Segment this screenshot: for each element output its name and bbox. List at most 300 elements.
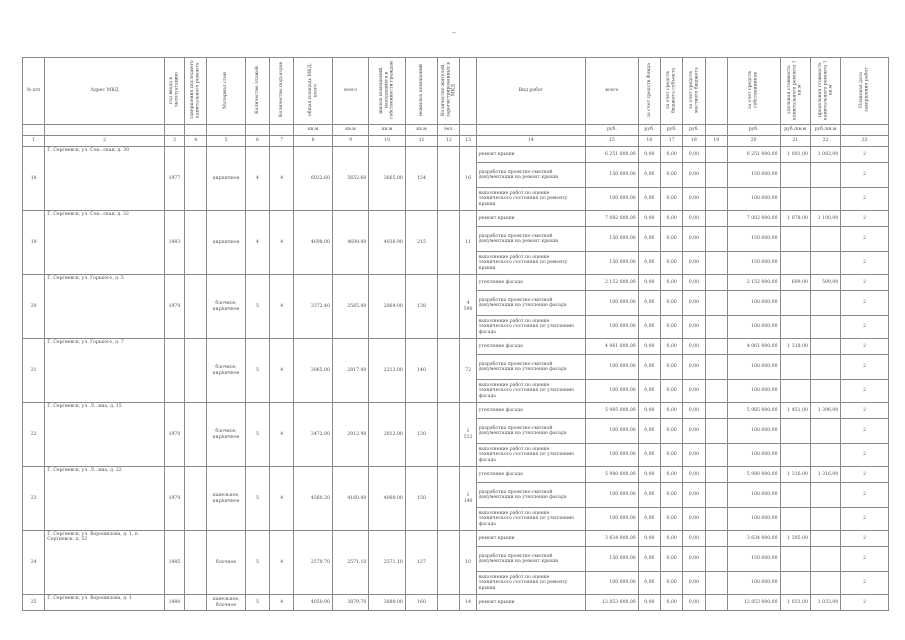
column-number: 10 xyxy=(369,136,405,147)
row-overhaul xyxy=(185,467,207,531)
work-fund-fss: 0,00 xyxy=(638,380,660,403)
work-fund-fss: 0,00 xyxy=(638,339,660,355)
work-fund-local: 0,00 xyxy=(683,531,705,547)
column-number: 11 xyxy=(405,136,437,147)
work-description: утепление фасада xyxy=(476,403,585,419)
column-number: 12 xyxy=(438,136,460,147)
work-blank xyxy=(705,547,727,572)
work-description: утепление фасада xyxy=(476,275,585,291)
work-cost-total: 5 980 000,00 xyxy=(586,467,639,483)
work-fund-owners: 150 000,00 xyxy=(727,547,780,572)
row-wall: блочное, кирпичное xyxy=(207,403,245,467)
work-description: разработка проектно-сметной документации на утепление фасада xyxy=(476,291,585,316)
work-date: 2 xyxy=(841,163,889,188)
work-cost-total: 100 000,00 xyxy=(586,483,639,508)
row-area-all: 4698.00 xyxy=(332,211,368,275)
work-fund-owners: 150 000,00 xyxy=(727,252,780,275)
work-fund-fss: 0,00 xyxy=(638,572,660,595)
row-area-all: 5652.60 xyxy=(332,147,368,211)
row-number: 21 xyxy=(23,339,45,403)
work-fund-local: 0,00 xyxy=(683,595,705,611)
work-fund-budget: 0,00 xyxy=(661,444,683,467)
row-address: Г. Сергиевск, ул. Горького, д. 7 xyxy=(45,339,165,403)
row-blank xyxy=(438,211,460,275)
work-cost-total: 150 000,00 xyxy=(586,252,639,275)
header-date: Плановая дата завершения работ xyxy=(859,67,870,113)
work-blank xyxy=(705,188,727,211)
work-fund-budget: 0,00 xyxy=(661,252,683,275)
row-address: Г. Сергиевск, ул. Сов...ская, д. 32 xyxy=(45,211,165,275)
work-fund-fss: 0,00 xyxy=(638,147,660,163)
row-number: 20 xyxy=(23,275,45,339)
header-year-overhaul: завершения последнего капитального ремонта xyxy=(190,60,201,120)
work-cost-total: 100 000,00 xyxy=(586,444,639,467)
work-blank xyxy=(705,252,727,275)
column-number: 13 xyxy=(460,136,476,147)
header-wall: Материал стен xyxy=(223,71,229,109)
top-mark: – xyxy=(452,28,456,37)
work-fund-local: 0,00 xyxy=(683,572,705,595)
work-fund-owners: 150 000,00 xyxy=(727,163,780,188)
row-entrances: 4 xyxy=(270,403,294,467)
work-fund-local: 0,00 xyxy=(683,508,705,531)
unit-label: руб./кв.м xyxy=(780,125,810,136)
row-area-total: 4698.00 xyxy=(294,211,332,275)
work-fund-budget: 0,00 xyxy=(661,508,683,531)
work-fund-owners: 150 000,00 xyxy=(727,227,780,252)
work-fund-owners: 100 000,00 xyxy=(727,355,780,380)
row-area-all: 4160.00 xyxy=(332,467,368,531)
work-fund-local: 0,00 xyxy=(683,275,705,291)
work-fund-budget: 0,00 xyxy=(661,147,683,163)
unit-label: кв.м xyxy=(332,125,368,136)
work-unit-cost xyxy=(780,252,810,275)
row-year: 1985 xyxy=(164,531,184,595)
row-type: 1 512 xyxy=(460,403,476,467)
unit-label: руб. xyxy=(727,125,780,136)
work-cost-total: 100 000,00 xyxy=(586,419,639,444)
row-address: Г. Сергиевск, ул. Сов...ская, д. 30 xyxy=(45,147,165,211)
row-area-total: 3372.40 xyxy=(294,275,332,339)
work-cost-total: 2 152 000,00 xyxy=(586,275,639,291)
row-blank xyxy=(438,147,460,211)
work-unit-cost xyxy=(780,547,810,572)
work-fund-fss: 0,00 xyxy=(638,444,660,467)
work-fund-budget: 0,00 xyxy=(661,188,683,211)
row-year: 1977 xyxy=(164,147,184,211)
header-area-all: всего xyxy=(332,58,368,125)
work-limit-cost: 1 316,00 xyxy=(810,467,840,483)
header-floors: Количество этажей xyxy=(254,65,260,114)
work-fund-local: 0,00 xyxy=(683,403,705,419)
row-year: 1983 xyxy=(164,211,184,275)
row-wall: блочное xyxy=(207,531,245,595)
row-residents: 215 xyxy=(405,211,437,275)
row-area-living: 2571.10 xyxy=(369,531,405,595)
row-year: 1980 xyxy=(164,595,184,611)
row-residents: 150 xyxy=(405,467,437,531)
work-fund-owners: 6 251 000,00 xyxy=(727,147,780,163)
work-cost-total: 150 000,00 xyxy=(586,227,639,252)
work-limit-cost xyxy=(810,380,840,403)
work-fund-owners: 7 082 000,00 xyxy=(727,211,780,227)
work-date: 2 xyxy=(841,147,889,163)
work-description: утепление фасада xyxy=(476,467,585,483)
column-number: 22 xyxy=(810,136,840,147)
header-area-nonliving: нежилых помещений xyxy=(418,63,424,116)
work-fund-owners: 100 000,00 xyxy=(727,291,780,316)
work-fund-local: 0,00 xyxy=(683,483,705,508)
work-date: 2 xyxy=(841,291,889,316)
work-limit-cost xyxy=(810,531,840,547)
work-fund-local: 0,00 xyxy=(683,380,705,403)
work-fund-owners: 12 853 000,00 xyxy=(727,595,780,611)
row-blank xyxy=(438,467,460,531)
units-row xyxy=(23,125,889,136)
work-cost-total: 4 061 000,00 xyxy=(586,339,639,355)
work-blank xyxy=(705,163,727,188)
row-entrances: 4 xyxy=(270,275,294,339)
table-row xyxy=(23,403,889,419)
work-unit-cost: 1 316,00 xyxy=(780,467,810,483)
work-fund-owners: 100 000,00 xyxy=(727,508,780,531)
work-description: выполнение работ по оценке технического состояния по ремонту крыши xyxy=(476,572,585,595)
work-limit-cost: 1 033,00 xyxy=(810,595,840,611)
row-entrances: 4 xyxy=(270,339,294,403)
work-fund-local: 0,00 xyxy=(683,355,705,380)
row-area-living: 3880.00 xyxy=(369,595,405,611)
row-year xyxy=(164,339,184,403)
work-fund-fss: 0,00 xyxy=(638,275,660,291)
work-limit-cost xyxy=(810,508,840,531)
header-area-total: общая площадь МКД, всего xyxy=(307,63,319,117)
work-fund-owners: 100 000,00 xyxy=(727,444,780,467)
row-area-living: 3665.00 xyxy=(369,147,405,211)
work-unit-cost: 1 033,00 xyxy=(780,595,810,611)
work-date: 2 xyxy=(841,547,889,572)
unit-label: кв.м xyxy=(405,125,437,136)
work-limit-cost xyxy=(810,252,840,275)
work-unit-cost xyxy=(780,419,810,444)
work-blank xyxy=(705,403,727,419)
column-number: 1 xyxy=(23,136,45,147)
work-blank xyxy=(705,355,727,380)
work-description: разработка проектно-сметной документации на ремонт крыши xyxy=(476,163,585,188)
header-num: № п/п xyxy=(23,58,45,125)
work-limit-cost xyxy=(810,572,840,595)
work-limit-cost: 509,00 xyxy=(810,275,840,291)
column-number: 16 xyxy=(638,136,660,147)
work-cost-total: 100 000,00 xyxy=(586,380,639,403)
row-area-living: 4060.00 xyxy=(369,467,405,531)
work-description: разработка проектно-сметной документации на утепление фасада xyxy=(476,419,585,444)
column-number: 17 xyxy=(661,136,683,147)
header-address: Адрес МКД xyxy=(45,58,165,125)
work-limit-cost xyxy=(810,355,840,380)
work-unit-cost xyxy=(780,291,810,316)
row-type: 4 590 xyxy=(460,275,476,339)
work-fund-local: 0,00 xyxy=(683,547,705,572)
work-description: ремонт крыши xyxy=(476,211,585,227)
row-number: 25 xyxy=(23,595,45,611)
header-fund-fss: за счет средств Фонда xyxy=(646,62,652,118)
work-blank xyxy=(705,508,727,531)
work-date: 2 xyxy=(841,531,889,547)
work-limit-cost xyxy=(810,227,840,252)
work-fund-local: 0,00 xyxy=(683,147,705,163)
table-row xyxy=(23,275,889,291)
unit-label: кв.м xyxy=(369,125,405,136)
row-wall: кирпичное xyxy=(207,147,245,211)
work-fund-fss: 0,00 xyxy=(638,211,660,227)
work-date: 2 xyxy=(841,275,889,291)
work-description: выполнение работ по оценке технического состояния по утеплению фасада xyxy=(476,316,585,339)
row-wall: панельное, блочное xyxy=(207,595,245,611)
row-residents: 160 xyxy=(405,595,437,611)
column-number: 2 xyxy=(45,136,165,147)
row-number: 19 xyxy=(23,211,45,275)
work-fund-owners: 3 634 000,00 xyxy=(727,531,780,547)
work-fund-budget: 0,00 xyxy=(661,572,683,595)
row-type: 72 xyxy=(460,339,476,403)
work-limit-cost: 1 100,00 xyxy=(810,211,840,227)
work-cost-total: 3 634 000,00 xyxy=(586,531,639,547)
header-work-type: Вид работ xyxy=(476,58,585,125)
work-fund-local: 0,00 xyxy=(683,188,705,211)
work-date: 2 xyxy=(841,339,889,355)
row-area-living: 2864.00 xyxy=(369,275,405,339)
work-cost-total: 5 985 000,00 xyxy=(586,403,639,419)
column-number: 19 xyxy=(705,136,727,147)
row-residents: 130 xyxy=(405,403,437,467)
row-floors: 5 xyxy=(245,595,269,611)
header-limit-cost: предельная стоимость капитального ремонта 1 кв.м xyxy=(817,60,834,120)
row-blank xyxy=(438,275,460,339)
work-unit-cost xyxy=(780,316,810,339)
work-fund-budget: 0,00 xyxy=(661,380,683,403)
work-fund-budget: 0,00 xyxy=(661,211,683,227)
row-entrances: 4 xyxy=(270,211,294,275)
row-area-living: 4038.90 xyxy=(369,211,405,275)
row-year: 1979 xyxy=(164,275,184,339)
table-row xyxy=(23,147,889,163)
work-unit-cost: 1 001,00 xyxy=(780,147,810,163)
row-year: 1979 xyxy=(164,467,184,531)
row-type: 14 xyxy=(460,595,476,611)
column-number: 15 xyxy=(586,136,639,147)
work-unit-cost xyxy=(780,227,810,252)
work-date: 2 xyxy=(841,355,889,380)
work-date: 2 xyxy=(841,467,889,483)
row-residents: 127 xyxy=(405,531,437,595)
work-fund-owners: 100 000,00 xyxy=(727,572,780,595)
row-floors: 5 xyxy=(245,403,269,467)
work-fund-local: 0,00 xyxy=(683,163,705,188)
work-limit-cost xyxy=(810,291,840,316)
work-description: выполнение работ по оценке технического состояния по ремонту крыши xyxy=(476,188,585,211)
work-blank xyxy=(705,339,727,355)
unit-label: руб. xyxy=(683,125,705,136)
work-limit-cost xyxy=(810,339,840,355)
column-number: 6 xyxy=(245,136,269,147)
row-type: 1 140 xyxy=(460,467,476,531)
work-description: выполнение работ по оценке технического состояния по утеплению фасада xyxy=(476,380,585,403)
row-number: 22 xyxy=(23,403,45,467)
row-floors: 5 xyxy=(245,275,269,339)
work-blank xyxy=(705,316,727,339)
work-cost-total: 100 000,00 xyxy=(586,188,639,211)
work-date: 2 xyxy=(841,316,889,339)
work-fund-owners: 4 061 000,00 xyxy=(727,339,780,355)
work-fund-fss: 0,00 xyxy=(638,355,660,380)
work-unit-cost xyxy=(780,508,810,531)
table-row xyxy=(23,595,889,611)
row-area-living: 2812.90 xyxy=(369,403,405,467)
work-unit-cost xyxy=(780,188,810,211)
column-number: 3 xyxy=(164,136,184,147)
row-overhaul xyxy=(185,595,207,611)
work-unit-cost xyxy=(780,355,810,380)
row-residents: 138 xyxy=(405,275,437,339)
work-unit-cost xyxy=(780,380,810,403)
work-fund-local: 0,00 xyxy=(683,227,705,252)
capital-repair-register-table xyxy=(22,57,889,611)
column-number: 18 xyxy=(683,136,705,147)
work-fund-budget: 0,00 xyxy=(661,227,683,252)
column-number: 14 xyxy=(476,136,585,147)
work-fund-local: 0,00 xyxy=(683,316,705,339)
row-floors: 5 xyxy=(245,467,269,531)
work-date: 2 xyxy=(841,444,889,467)
work-date: 2 xyxy=(841,419,889,444)
work-blank xyxy=(705,444,727,467)
work-blank xyxy=(705,483,727,508)
work-fund-budget: 0,00 xyxy=(661,339,683,355)
header-cost-total: всего xyxy=(586,58,639,125)
work-fund-fss: 0,00 xyxy=(638,227,660,252)
column-number: 8 xyxy=(294,136,332,147)
work-unit-cost: 1 078,00 xyxy=(780,211,810,227)
column-number: 7 xyxy=(270,136,294,147)
work-blank xyxy=(705,467,727,483)
row-overhaul xyxy=(185,147,207,211)
work-fund-fss: 0,00 xyxy=(638,252,660,275)
row-area-all: 3879.70 xyxy=(332,595,368,611)
column-number: 23 xyxy=(841,136,889,147)
row-address: Г. Сергиевск, ул. Ворошилова, д. 1 xyxy=(45,595,165,611)
header-year-built: год ввода в эксплуатацию xyxy=(169,72,180,108)
work-limit-cost: 1 082,00 xyxy=(810,147,840,163)
work-unit-cost: 1 318,00 xyxy=(780,339,810,355)
work-date: 2 xyxy=(841,595,889,611)
work-blank xyxy=(705,227,727,252)
work-fund-local: 0,00 xyxy=(683,444,705,467)
table-row xyxy=(23,211,889,227)
work-limit-cost: 1 396,00 xyxy=(810,403,840,419)
work-blank xyxy=(705,380,727,403)
row-area-all: 2912.90 xyxy=(332,403,368,467)
work-fund-budget: 0,00 xyxy=(661,291,683,316)
work-description: разработка проектно-сметной документации на ремонт крыши xyxy=(476,547,585,572)
row-area-total: 3472.90 xyxy=(294,403,332,467)
work-fund-local: 0,00 xyxy=(683,291,705,316)
header-area-living: жилых помещений, находящихся в собственности граждан xyxy=(379,60,395,119)
work-cost-total: 100 000,00 xyxy=(586,508,639,531)
unit-label: руб. xyxy=(586,125,639,136)
work-fund-fss: 0,00 xyxy=(638,403,660,419)
work-limit-cost xyxy=(810,547,840,572)
row-floors: 4 xyxy=(245,147,269,211)
unit-label: руб. xyxy=(638,125,660,136)
unit-label: кв.м xyxy=(294,125,332,136)
work-fund-owners: 100 000,00 xyxy=(727,419,780,444)
table-body xyxy=(23,147,889,611)
row-overhaul xyxy=(185,275,207,339)
work-cost-total: 150 000,00 xyxy=(586,547,639,572)
work-fund-fss: 0,00 xyxy=(638,419,660,444)
work-cost-total: 7 082 000,00 xyxy=(586,211,639,227)
work-date: 2 xyxy=(841,188,889,211)
row-wall: кирпичное xyxy=(207,211,245,275)
work-fund-fss: 0,00 xyxy=(638,316,660,339)
column-number: 20 xyxy=(727,136,780,147)
work-fund-owners: 100 000,00 xyxy=(727,188,780,211)
header-entrances: Количество подъездов xyxy=(279,62,285,118)
work-unit-cost: 1 451,00 xyxy=(780,403,810,419)
work-cost-total: 100 000,00 xyxy=(586,355,639,380)
table-row xyxy=(23,339,889,355)
work-blank xyxy=(705,595,727,611)
row-overhaul xyxy=(185,531,207,595)
work-fund-fss: 0,00 xyxy=(638,547,660,572)
row-blank xyxy=(438,595,460,611)
work-cost-total: 12 853 000,00 xyxy=(586,595,639,611)
work-fund-fss: 0,00 xyxy=(638,531,660,547)
work-date: 2 xyxy=(841,403,889,419)
work-fund-fss: 0,00 xyxy=(638,291,660,316)
work-blank xyxy=(705,147,727,163)
row-entrances: 4 xyxy=(270,595,294,611)
work-fund-budget: 0,00 xyxy=(661,275,683,291)
work-fund-local: 0,00 xyxy=(683,467,705,483)
row-area-all: 3565.00 xyxy=(332,275,368,339)
work-blank xyxy=(705,275,727,291)
row-number: 18 xyxy=(23,147,45,211)
work-fund-budget: 0,00 xyxy=(661,467,683,483)
work-cost-total: 150 000,00 xyxy=(586,163,639,188)
work-description: разработка проектно-сметной документации на утепление фасада xyxy=(476,355,585,380)
column-number: 9 xyxy=(332,136,368,147)
row-blank xyxy=(438,403,460,467)
work-fund-budget: 0,00 xyxy=(661,483,683,508)
work-fund-budget: 0,00 xyxy=(661,547,683,572)
table-row xyxy=(23,467,889,483)
work-fund-fss: 0,00 xyxy=(638,188,660,211)
row-wall: блочное, кирпичное xyxy=(207,275,245,339)
unit-label: руб./кв.м xyxy=(810,125,840,136)
row-entrances: 4 xyxy=(270,147,294,211)
work-fund-fss: 0,00 xyxy=(638,508,660,531)
header-row xyxy=(23,58,889,125)
work-blank xyxy=(705,291,727,316)
row-wall: блочное, кирпичное xyxy=(207,339,245,403)
work-fund-fss: 0,00 xyxy=(638,483,660,508)
header-fund-owners: за счет средств собственников xyxy=(748,70,759,109)
work-limit-cost xyxy=(810,163,840,188)
work-description: ремонт крыши xyxy=(476,595,585,611)
work-limit-cost xyxy=(810,419,840,444)
work-fund-owners: 5 985 000,00 xyxy=(727,403,780,419)
